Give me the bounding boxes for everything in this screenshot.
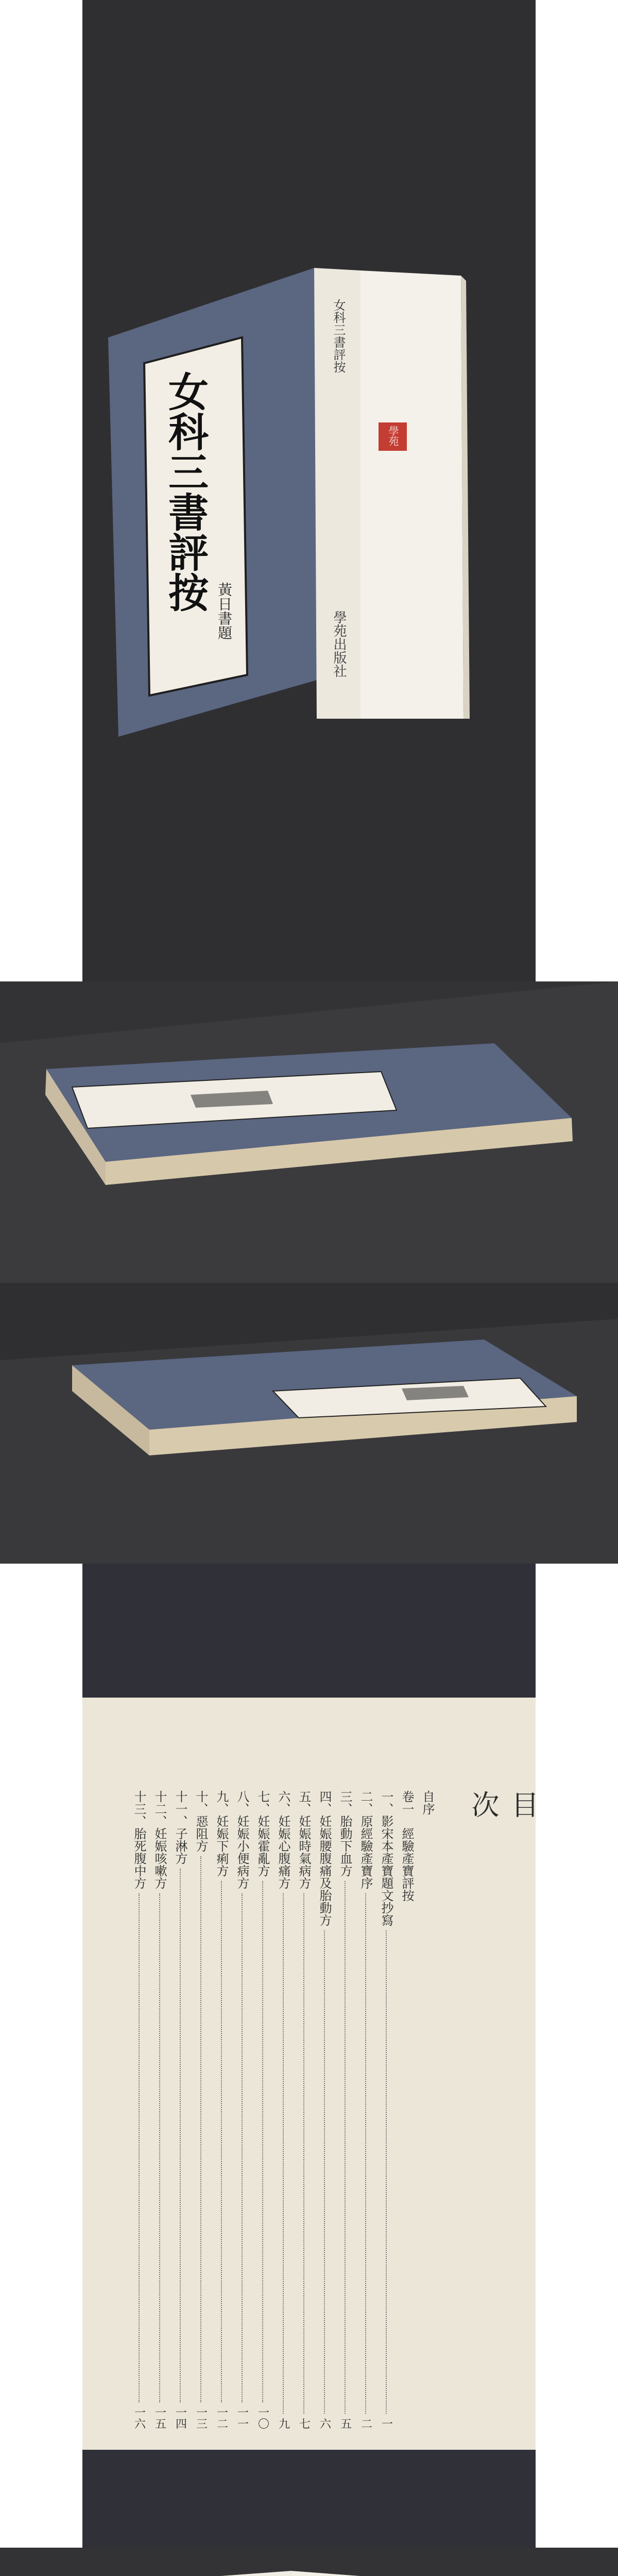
toc-leader-dots	[365, 1893, 366, 2414]
toc-entry	[149, 1790, 170, 2429]
photo-book-flat-spine	[0, 981, 618, 1283]
toc-entry-title: 三、胎動下血方	[338, 1790, 352, 1877]
toc-entry-title: 六、妊娠心腹痛方	[276, 1790, 290, 1889]
toc-entry-page: 五	[338, 2418, 352, 2429]
toc-leader-dots	[262, 1881, 263, 2402]
seal-text: 學苑	[387, 426, 399, 446]
toc-leader-dots	[345, 1881, 346, 2414]
photo-book-cover-and-spine	[0, 0, 618, 981]
toc-entry-page: 一四	[174, 2406, 187, 2429]
toc-leader-dots	[139, 1893, 140, 2402]
toc-entry-title: 自序	[420, 1790, 435, 1815]
toc-entry-title: 九、妊娠下痢方	[214, 1790, 229, 1877]
toc-entry-title: 十、惡阻方	[194, 1790, 208, 1852]
toc-entry-page: 一〇	[256, 2406, 269, 2429]
toc-entry	[232, 1790, 252, 2429]
toc-entry	[211, 1790, 232, 2429]
toc-entry-title: 八、妊娠小便病方	[235, 1790, 249, 1889]
toc-entry-page: 一三	[194, 2406, 208, 2429]
toc-entry	[129, 1790, 149, 2429]
toc-leader-dots	[303, 1893, 304, 2414]
toc-entry	[191, 1790, 211, 2429]
toc-entry	[417, 1790, 438, 2429]
toc-entry	[314, 1790, 335, 2429]
spine-publisher: 學苑出版社	[331, 611, 347, 677]
toc-leader-dots	[283, 1893, 284, 2414]
toc-leader-dots	[200, 1856, 201, 2402]
toc-entry-page: 一五	[153, 2406, 166, 2429]
toc-heading: 目 次	[467, 1790, 539, 1887]
cover-signature: 黃日書題	[216, 582, 233, 640]
toc-entry-title: 卷一 經驗產寶評按	[400, 1790, 414, 1902]
toc-entry	[397, 1790, 417, 2429]
toc-entry-page: 九	[277, 2418, 290, 2429]
toc-entry-page: 一二	[215, 2406, 228, 2429]
toc-entry	[294, 1790, 314, 2429]
photo-book-flat-angle	[0, 1283, 618, 1564]
toc-entry-page: 一一	[235, 2406, 249, 2429]
toc-entry-title: 十三、胎死腹中方	[132, 1790, 146, 1889]
toc-leader-dots	[242, 1893, 243, 2402]
toc-leader-dots	[386, 1930, 387, 2414]
photo-open-book-interior-1	[0, 2548, 618, 2576]
toc-entry-page: 七	[297, 2418, 311, 2429]
toc-entry-page: 二	[359, 2418, 372, 2429]
photo-3-canvas	[0, 1283, 618, 1564]
toc-entry	[170, 1790, 191, 2429]
toc-entry-list	[129, 1790, 438, 2429]
toc-entry	[376, 1790, 397, 2429]
toc-entry	[273, 1790, 294, 2429]
toc-entry-page: 一	[380, 2418, 393, 2429]
toc-entry-page: 一六	[132, 2406, 146, 2429]
toc-entry-title: 四、妊娠腰腹痛及胎動方	[317, 1790, 332, 1926]
toc-entry-title: 五、妊娠時氣病方	[297, 1790, 311, 1889]
toc-entry	[355, 1790, 376, 2429]
toc-entry-title: 七、妊娠霍亂方	[255, 1790, 270, 1877]
spine-title: 女科三書評按	[331, 299, 346, 373]
photo-2-canvas	[0, 981, 618, 1283]
toc-entry-title: 十二、妊娠咳嗽方	[152, 1790, 167, 1889]
toc-entry-title: 一、影宋本產寶題文抄寫	[379, 1790, 393, 1926]
cover-title: 女科三書評按	[162, 371, 209, 612]
toc-entry-title: 十一、子淋方	[173, 1790, 187, 1865]
photo-1-canvas	[0, 0, 618, 981]
toc-leader-dots	[180, 1869, 181, 2402]
photo-5-canvas	[0, 2548, 618, 2576]
toc-leader-dots	[221, 1881, 222, 2402]
toc-leader-dots	[324, 1930, 325, 2414]
toc-entry-page: 六	[318, 2418, 331, 2429]
toc-leader-dots	[159, 1893, 160, 2402]
photo-table-of-contents	[0, 1564, 618, 2548]
toc-entry	[252, 1790, 273, 2429]
toc-entry-title: 二、原經驗產寶序	[358, 1790, 373, 1889]
toc-entry	[335, 1790, 355, 2429]
